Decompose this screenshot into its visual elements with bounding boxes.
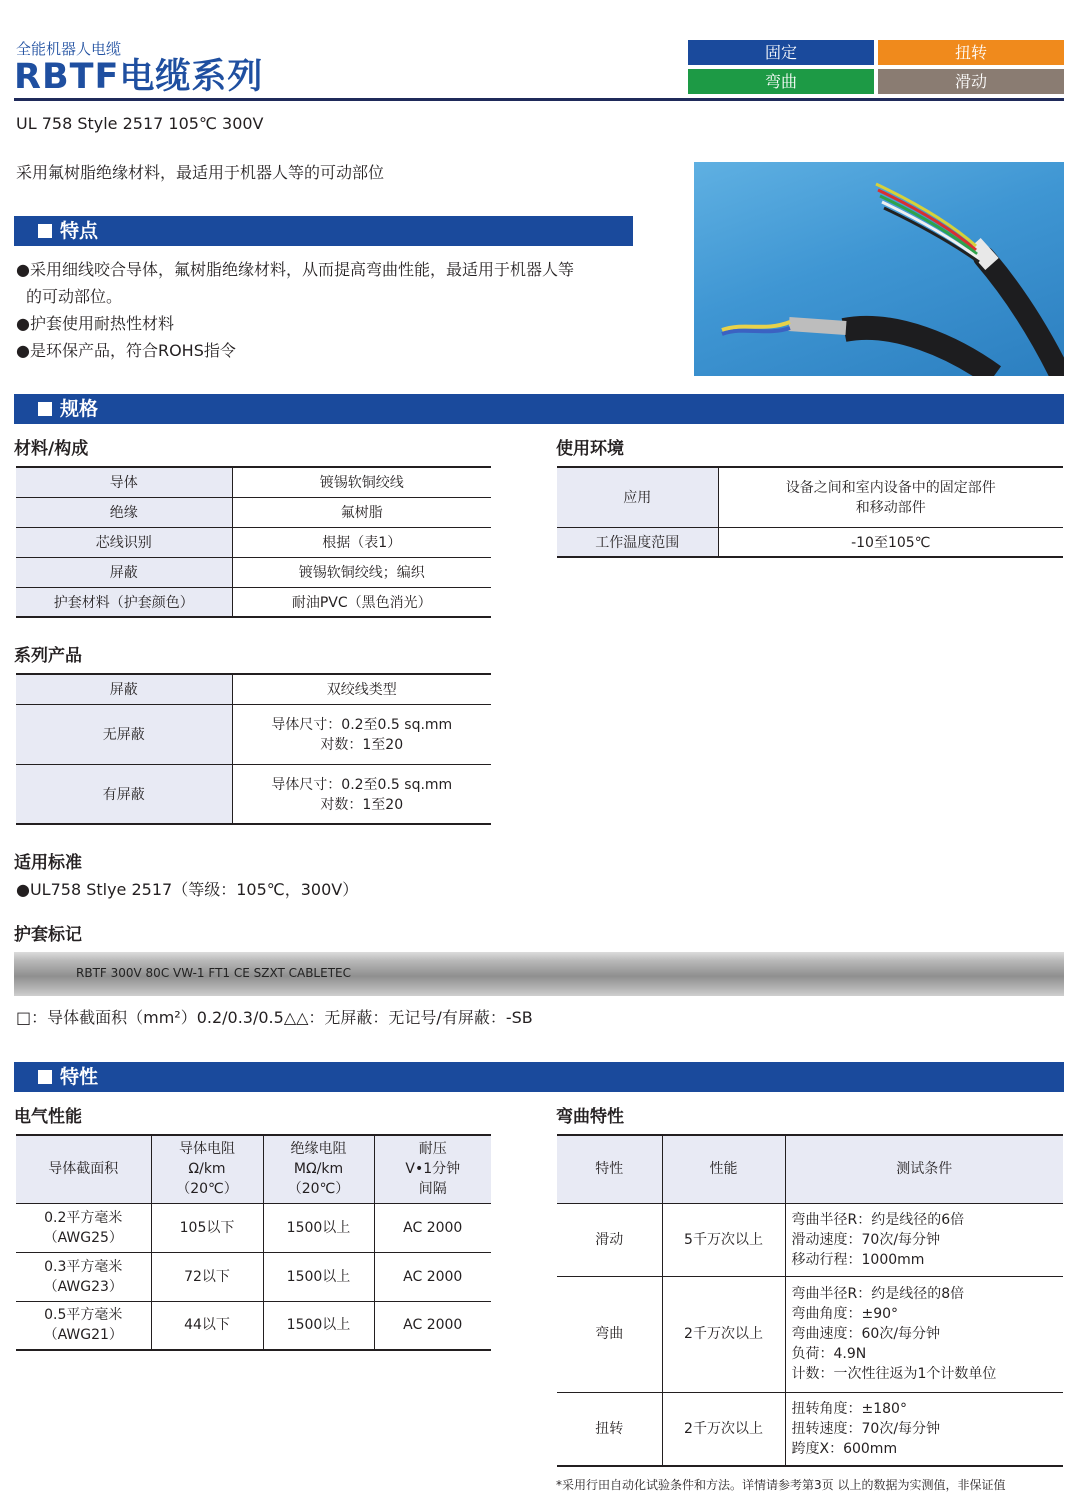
table-cell: AC 2000 — [374, 1301, 491, 1350]
section-specs-label: 规格 — [60, 398, 99, 420]
bending-heading: 弯曲特性 — [556, 1107, 624, 1127]
table-cell: 105以下 — [151, 1203, 263, 1252]
table-cell: 1500以上 — [263, 1252, 374, 1301]
table-row — [557, 1392, 1063, 1466]
table-cell — [718, 467, 1063, 527]
product-description: 采用氟树脂绝缘材料，最适用于机器人等的可动部位 — [16, 163, 385, 182]
table-cell — [16, 1301, 151, 1350]
cell-line: 弯曲半径R：约是线径的6倍 — [791, 1211, 965, 1228]
standard-line: UL 758 Style 2517 105℃ 300V — [16, 114, 264, 133]
cable-photo — [694, 162, 1064, 376]
cell-line: 0.5平方毫米 — [44, 1307, 123, 1324]
cell-line: （AWG25） — [43, 1229, 123, 1246]
table-cell: 扭转 — [557, 1392, 662, 1466]
table-cell — [785, 1392, 1063, 1466]
table-row — [16, 674, 491, 704]
cell-line: 对数：1至20 — [320, 796, 404, 813]
cell-line: 弯曲速度：60次/每分钟 — [791, 1326, 941, 1342]
standard-item: ●UL758 Stlye 2517（等级：105℃，300V） — [16, 880, 359, 899]
table-row — [16, 764, 491, 824]
table-row — [16, 497, 491, 527]
cell-line: 间隔 — [418, 1181, 447, 1198]
marking-heading: 护套标记 — [14, 925, 82, 945]
cell-line: （AWG23） — [43, 1278, 123, 1295]
table-row — [557, 1203, 1063, 1276]
table-cell — [232, 764, 491, 824]
table-cell: 2千万次以上 — [662, 1276, 785, 1392]
bending-table — [557, 1134, 1063, 1467]
section-characteristics — [14, 1062, 1064, 1092]
cell-line: 绝缘电阻 — [290, 1141, 347, 1158]
table-row — [16, 527, 491, 557]
tag-fixed: 固定 — [688, 40, 874, 65]
environment-table — [557, 466, 1063, 558]
table-cell: 无屏蔽 — [16, 704, 232, 764]
cell-line: 导体尺寸：0.2至0.5 sq.mm — [271, 776, 453, 793]
section-specs — [14, 394, 1064, 424]
table-header: 测试条件 — [785, 1135, 1063, 1203]
material-table — [16, 466, 491, 618]
table-cell — [785, 1203, 1063, 1276]
table-header: 导体截面积 — [16, 1135, 151, 1203]
table-row — [16, 1203, 491, 1252]
cell-line: 移动行程：1000mm — [791, 1251, 925, 1268]
table-cell: 镀锡软铜绞线；编织 — [232, 557, 491, 587]
table-row — [557, 527, 1063, 557]
tag-bend: 弯曲 — [688, 69, 874, 94]
cell-line: 弯曲半径R：约是线径的8倍 — [791, 1286, 965, 1302]
standard-heading: 适用标准 — [14, 853, 82, 873]
product-subtitle: 全能机器人电缆 — [16, 40, 122, 58]
cell-line: 负荷：4.9N — [791, 1346, 867, 1362]
table-cell — [785, 1276, 1063, 1392]
cell-line: 导体尺寸：0.2至0.5 sq.mm — [271, 717, 453, 733]
table-row — [16, 1135, 491, 1203]
table-row — [16, 467, 491, 497]
table-cell: 弯曲 — [557, 1276, 662, 1392]
table-cell: 绝缘 — [16, 497, 232, 527]
table-cell: 屏蔽 — [16, 557, 232, 587]
title-divider — [14, 98, 1064, 101]
page-title: RBTF电缆系列 — [14, 57, 264, 97]
table-header: 屏蔽 — [16, 674, 232, 704]
cell-line: 弯曲角度：±90° — [791, 1306, 899, 1322]
footnote: *采用行田自动化试验条件和方法。详情请参考第3页 以上的数据为实测值，非保证值 — [556, 1478, 1006, 1492]
table-row — [16, 587, 491, 617]
table-cell: 5千万次以上 — [662, 1203, 785, 1276]
table-cell: AC 2000 — [374, 1252, 491, 1301]
electrical-table — [16, 1134, 491, 1351]
table-row — [557, 1135, 1063, 1203]
table-row — [16, 704, 491, 764]
cell-line: 耐压 — [418, 1141, 447, 1158]
cell-line: 和移动部件 — [855, 500, 926, 517]
table-cell: 1500以上 — [263, 1301, 374, 1350]
cell-line: 导体电阻 — [179, 1141, 235, 1158]
table-cell: 耐油PVC（黑色消光） — [232, 587, 491, 617]
features-list — [16, 256, 636, 364]
tag-twist: 扭转 — [878, 40, 1064, 65]
table-header — [151, 1135, 263, 1203]
cell-line: MΩ/km — [293, 1161, 344, 1178]
cell-line: （20℃） — [287, 1181, 350, 1198]
table-cell — [16, 1252, 151, 1301]
table-cell: 镀锡软铜绞线 — [232, 467, 491, 497]
electrical-heading: 电气性能 — [14, 1107, 82, 1127]
material-heading: 材料/构成 — [14, 439, 89, 459]
series-heading: 系列产品 — [14, 646, 82, 666]
environment-heading: 使用环境 — [556, 439, 624, 459]
table-cell: 芯线识别 — [16, 527, 232, 557]
feature-item: 的可动部位。 — [26, 287, 123, 306]
table-cell: AC 2000 — [374, 1203, 491, 1252]
table-cell: 2千万次以上 — [662, 1392, 785, 1466]
table-cell: 44以下 — [151, 1301, 263, 1350]
cell-line: 扭转角度：±180° — [791, 1400, 907, 1417]
table-header — [374, 1135, 491, 1203]
table-row — [16, 1301, 491, 1350]
table-row — [557, 467, 1063, 527]
table-cell: 氟树脂 — [232, 497, 491, 527]
table-row — [16, 1252, 491, 1301]
table-cell: 根据（表1） — [232, 527, 491, 557]
cell-line: 滑动速度：70次/每分钟 — [791, 1231, 941, 1248]
cell-line: 扭转速度：70次/每分钟 — [791, 1420, 941, 1437]
cell-line: （20℃） — [176, 1181, 238, 1198]
cell-line: 0.3平方毫米 — [44, 1258, 123, 1275]
table-cell: -10至105℃ — [718, 527, 1063, 557]
feature-item: ●采用细线咬合导体，氟树脂绝缘材料，从而提高弯曲性能，最适用于机器人等 — [16, 260, 574, 279]
feature-item: ●是环保产品，符合ROHS指令 — [16, 341, 236, 360]
cell-line: V•1分钟 — [405, 1161, 461, 1178]
table-cell: 有屏蔽 — [16, 764, 232, 824]
table-cell: 护套材料（护套颜色） — [16, 587, 232, 617]
table-cell: 滑动 — [557, 1203, 662, 1276]
table-cell: 应用 — [557, 467, 718, 527]
table-cell: 导体 — [16, 467, 232, 497]
table-cell — [16, 1203, 151, 1252]
table-cell: 工作温度范围 — [557, 527, 718, 557]
table-header: 性能 — [662, 1135, 785, 1203]
table-header: 特性 — [557, 1135, 662, 1203]
table-cell: 72以下 — [151, 1252, 263, 1301]
table-header: 双绞线类型 — [232, 674, 491, 704]
cell-line: 对数：1至20 — [320, 737, 404, 753]
jacket-marking-text: RBTF 300V 80C VW-1 FT1 CE SZXT CABLETEC — [76, 966, 351, 980]
cell-line: 计数：一次性往返为1个计数单位 — [791, 1366, 997, 1382]
cell-line: （AWG21） — [43, 1327, 123, 1344]
table-row — [557, 1276, 1063, 1392]
section-features-label: 特点 — [60, 220, 99, 242]
cell-line: 设备之间和室内设备中的固定部件 — [785, 480, 996, 497]
section-characteristics-label: 特性 — [60, 1066, 99, 1088]
cell-line: Ω/km — [188, 1161, 226, 1178]
section-features — [14, 216, 633, 246]
table-header — [263, 1135, 374, 1203]
marking-note: □：导体截面积（mm²）0.2/0.3/0.5△△：无屏蔽：无记号/有屏蔽：-SB — [16, 1008, 533, 1027]
table-cell: 1500以上 — [263, 1203, 374, 1252]
table-row — [16, 557, 491, 587]
feature-item: ●护套使用耐热性材料 — [16, 314, 174, 333]
tag-slide: 滑动 — [878, 69, 1064, 94]
cell-line: 跨度X：600mm — [791, 1440, 898, 1457]
table-cell — [232, 704, 491, 764]
series-table — [16, 673, 491, 825]
cell-line: 0.2平方毫米 — [44, 1209, 123, 1226]
